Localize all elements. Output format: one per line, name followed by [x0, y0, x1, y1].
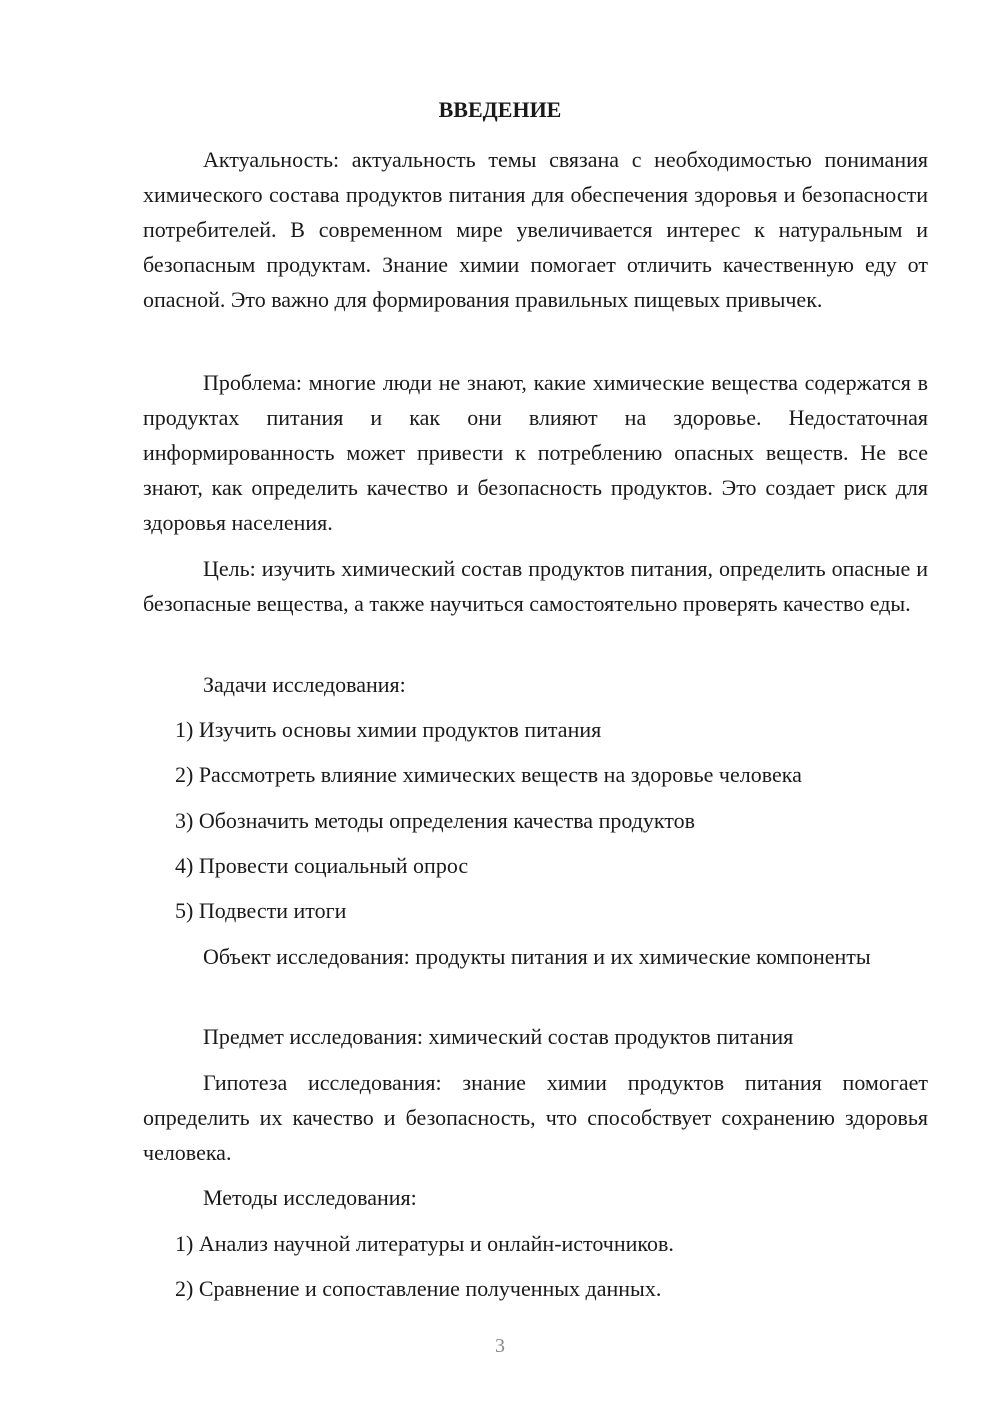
hypothesis-paragraph: Гипотеза исследования: знание химии продуктов питания помогает определить их качество и безопасность, что способствует сохранению здоровья человека.: [143, 1070, 928, 1165]
methods-heading: Методы исследования:: [203, 1185, 417, 1210]
list-item: 2) Сравнение и сопоставление полученных данных.: [175, 1276, 662, 1301]
object-paragraph: Объект исследования: продукты питания и их химические компоненты: [203, 944, 871, 969]
page-title: ВВЕДЕНИЕ: [438, 97, 562, 122]
problem-paragraph: Проблема: многие люди не знают, какие химические вещества содержатся в продуктах питания и как они влияют на здоровье. Недостаточная информированность может привести к потреблению опасных веществ. Не все знают, как определить качество и безопасность продуктов. Это создает риск для здоровья населения.: [143, 370, 928, 535]
goal-paragraph: Цель: изучить химический состав продуктов питания, определить опасные и безопасные вещества, а также научиться самостоятельно проверять качество еды.: [143, 556, 928, 616]
list-item: 5) Подвести итоги: [175, 898, 347, 923]
tasks-heading: Задачи исследования:: [203, 672, 406, 697]
list-item: 1) Анализ научной литературы и онлайн-источников.: [175, 1231, 674, 1256]
relevance-paragraph: Актуальность: актуальность темы связана с необходимостью понимания химического состава продуктов питания для обеспечения здоровья и безопасности потребителей. В современном мире увеличивается интерес к натуральным и безопасным продуктам. Знание химии помогает отличить качественную еду от опасной. Это важно для формирования правильных пищевых привычек.: [143, 147, 928, 312]
list-item: 1) Изучить основы химии продуктов питания: [175, 717, 602, 742]
list-item: 4) Провести социальный опрос: [175, 853, 469, 878]
page-number: 3: [495, 1335, 505, 1357]
list-item: 3) Обозначить методы определения качества продуктов: [175, 808, 696, 833]
list-item: 2) Рассмотреть влияние химических веществ на здоровье человека: [175, 762, 802, 787]
subject-line: Предмет исследования: химический состав продуктов питания: [203, 1024, 794, 1049]
